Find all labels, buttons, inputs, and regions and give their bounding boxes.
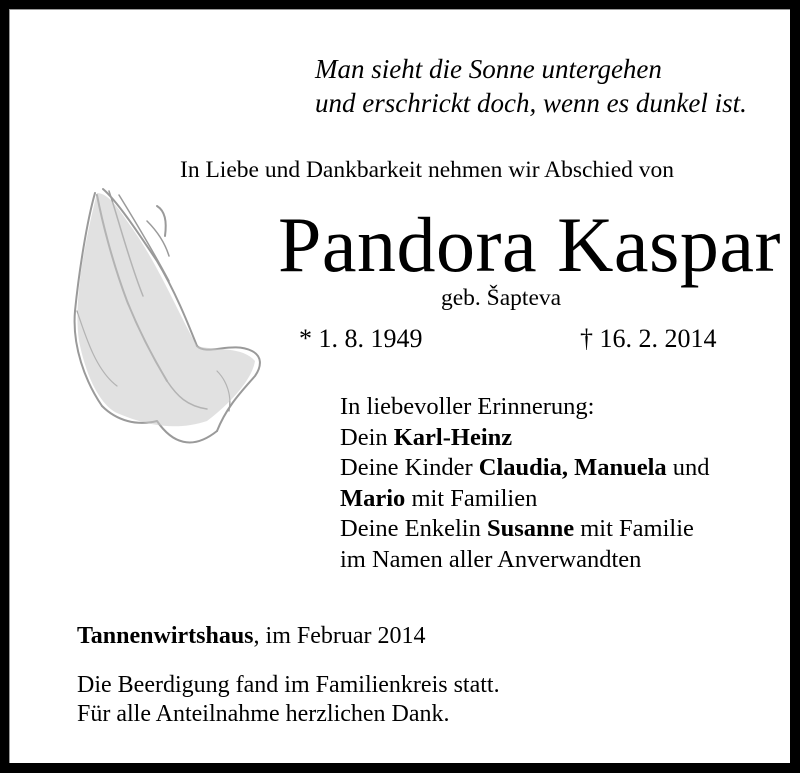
mourner-line-2 xyxy=(340,453,710,484)
birth-date: * 1. 8. 1949 xyxy=(299,324,423,353)
mourner-name: Karl-Heinz xyxy=(393,423,513,451)
date-text: , im Februar 2014 xyxy=(253,623,426,649)
mourner-prefix: Dein xyxy=(340,423,394,451)
deceased-name: Pandora Kaspar xyxy=(278,201,781,288)
quote-line-1: Man sieht die Sonne untergehen xyxy=(315,54,662,84)
mourner-line-5: im Namen aller Anverwandten xyxy=(340,545,642,573)
mourner-line-4 xyxy=(340,514,710,545)
closing-text xyxy=(77,671,500,729)
mourner-prefix: Deine Enkelin xyxy=(340,515,487,542)
mourners-block xyxy=(340,392,710,575)
mourner-name: Claudia, Manuela xyxy=(478,454,667,481)
closing-line-2: Für alle Anteilnahme herzlichen Dank. xyxy=(77,701,450,727)
mourner-suffix: und xyxy=(666,454,710,481)
praying-hands-icon xyxy=(57,181,272,456)
maiden-name: geb. Šapteva xyxy=(441,285,562,311)
mourner-name: Susanne xyxy=(486,515,575,542)
mourner-suffix: mit Familien xyxy=(405,484,538,512)
intro-text: In Liebe und Dankbarkeit nehmen wir Abschied von xyxy=(180,157,675,183)
quote-line-2: und erschrickt doch, wenn es dunkel ist. xyxy=(315,88,747,118)
death-date: † 16. 2. 2014 xyxy=(580,324,717,353)
mourners-heading: In liebevoller Erinnerung: xyxy=(340,393,595,420)
closing-line-1: Die Beerdigung fand im Familienkreis statt. xyxy=(77,672,500,698)
mourner-line-1 xyxy=(340,423,710,454)
mourner-suffix: mit Familie xyxy=(574,515,694,542)
mourner-name: Mario xyxy=(340,484,406,512)
place-name: Tannenwirtshaus xyxy=(77,623,254,649)
obituary-card xyxy=(9,9,790,763)
place-date xyxy=(77,623,426,650)
mourner-prefix: Deine Kinder xyxy=(340,454,479,481)
quote xyxy=(315,52,747,120)
mourner-line-3 xyxy=(340,484,710,515)
